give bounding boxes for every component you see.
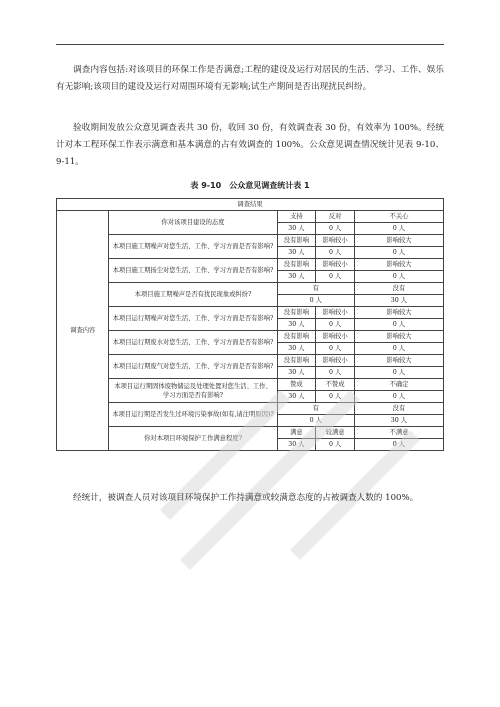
table-row [57, 427, 444, 439]
table-row [57, 211, 444, 223]
table-row [57, 283, 444, 295]
survey-question: 本项目运行期固体废物储运及处理处置对您生活、工作、学习方面是否有影响? [109, 379, 277, 403]
answer-count: 0 人 [277, 415, 354, 427]
answer-count: 30 人 [354, 415, 443, 427]
survey-question: 你对本项目环境保护工作满意程度? [109, 427, 277, 451]
answer-option: 有 [277, 403, 354, 415]
survey-question: 本项目运行期废水对您生活、工作、学习方面是否有影响? [109, 331, 277, 355]
answer-count: 0 人 [316, 343, 355, 355]
answer-option: 影响较大 [354, 307, 443, 319]
answer-count: 0 人 [316, 439, 355, 451]
table-row [57, 307, 444, 319]
table-row [57, 379, 444, 391]
survey-question: 本项目施工期扬尘对您生活、工作、学习方面是否有影响? [109, 259, 277, 283]
intro-paragraph-1: 调查内容包括:对该项目的环保工作是否满意;工程的建设及运行对居民的生活、学习、工作、娱乐有无影响;该项目的建设及运行对周围环境有无影响;试生产期间是否出现扰民纠纷。 [56, 65, 444, 92]
answer-option: 没有 [354, 403, 443, 415]
answer-option: 影响较小 [316, 235, 355, 247]
answer-count: 0 人 [354, 271, 443, 283]
answer-count: 0 人 [354, 319, 443, 331]
survey-question: 本项目施工期噪声是否有扰民现象或纠纷? [109, 283, 277, 307]
answer-count: 30 人 [277, 439, 316, 451]
answer-option: 满意 [277, 427, 316, 439]
answer-count: 0 人 [354, 391, 443, 403]
answer-count: 30 人 [277, 367, 316, 379]
answer-count: 30 人 [277, 343, 316, 355]
header-rule [56, 44, 444, 45]
answer-count: 0 人 [316, 391, 355, 403]
answer-option: 不关心 [354, 211, 443, 223]
answer-option: 不满意 [354, 427, 443, 439]
survey-table [56, 198, 444, 451]
intro-paragraph-2: 验收期间发放公众意见调查表共 30 份，收回 30 份，有效调查表 30 份，有效率为 100%。经统计对本工程环保工作表示满意和基本满意的占有效调查的 100%。公众意见调查情况统计见表 9-10、9-11。 [56, 123, 444, 167]
table-header-row [57, 199, 444, 211]
answer-option: 较满意 [316, 427, 355, 439]
answer-count: 0 人 [277, 295, 354, 307]
answer-count: 0 人 [316, 247, 355, 259]
answer-option: 影响较大 [354, 235, 443, 247]
answer-count: 30 人 [354, 295, 443, 307]
answer-option: 赞成 [277, 379, 316, 391]
answer-option: 反对 [316, 211, 355, 223]
answer-count: 30 人 [277, 319, 316, 331]
answer-option: 影响较大 [354, 259, 443, 271]
answer-option: 影响较小 [316, 307, 355, 319]
answer-option: 影响较大 [354, 355, 443, 367]
answer-option: 没有影响 [277, 331, 316, 343]
table-row [57, 259, 444, 271]
answer-count: 0 人 [316, 223, 355, 235]
answer-option: 有 [277, 283, 354, 295]
table-header: 调查结果 [57, 199, 444, 211]
answer-option: 没有影响 [277, 355, 316, 367]
answer-option: 没有影响 [277, 235, 316, 247]
answer-count: 0 人 [316, 271, 355, 283]
answer-count: 0 人 [316, 319, 355, 331]
survey-question: 本项目施工期噪声对您生活、工作、学习方面是否有影响? [109, 235, 277, 259]
row-group-label: 调查内容 [57, 211, 109, 451]
survey-question: 你对该项目建设的态度 [109, 211, 277, 235]
survey-question: 本项目运行期废气对您生活、工作、学习方面是否有影响? [109, 355, 277, 379]
table-row [57, 331, 444, 343]
table-row [57, 235, 444, 247]
answer-option: 不赞成 [316, 379, 355, 391]
survey-question: 本项目运行期是否发生过环境污染事故(如有,请注明原因)? [109, 403, 277, 427]
answer-option: 影响较小 [316, 259, 355, 271]
answer-count: 30 人 [277, 391, 316, 403]
answer-count: 30 人 [277, 223, 316, 235]
table-row [57, 355, 444, 367]
answer-option: 影响较小 [316, 355, 355, 367]
table-caption: 表 9-10 公众意见调查统计表 1 [190, 181, 310, 190]
answer-count: 0 人 [354, 439, 443, 451]
answer-count: 0 人 [354, 223, 443, 235]
answer-option: 影响较小 [316, 331, 355, 343]
table-row [57, 403, 444, 415]
answer-option: 没有影响 [277, 259, 316, 271]
answer-count: 0 人 [354, 367, 443, 379]
answer-option: 影响较大 [354, 331, 443, 343]
answer-option: 不确定 [354, 379, 443, 391]
answer-option: 没有 [354, 283, 443, 295]
answer-count: 30 人 [277, 247, 316, 259]
answer-option: 支持 [277, 211, 316, 223]
answer-option: 没有影响 [277, 307, 316, 319]
survey-question: 本项目运行期噪声对您生活、工作、学习方面是否有影响? [109, 307, 277, 331]
answer-count: 0 人 [354, 343, 443, 355]
answer-count: 30 人 [277, 271, 316, 283]
answer-count: 0 人 [316, 367, 355, 379]
answer-count: 0 人 [354, 247, 443, 259]
conclusion-paragraph: 经统计，被调查人员对该项目环境保护工作持满意或较满意态度的占被调查人数的 100%。 [73, 493, 419, 503]
